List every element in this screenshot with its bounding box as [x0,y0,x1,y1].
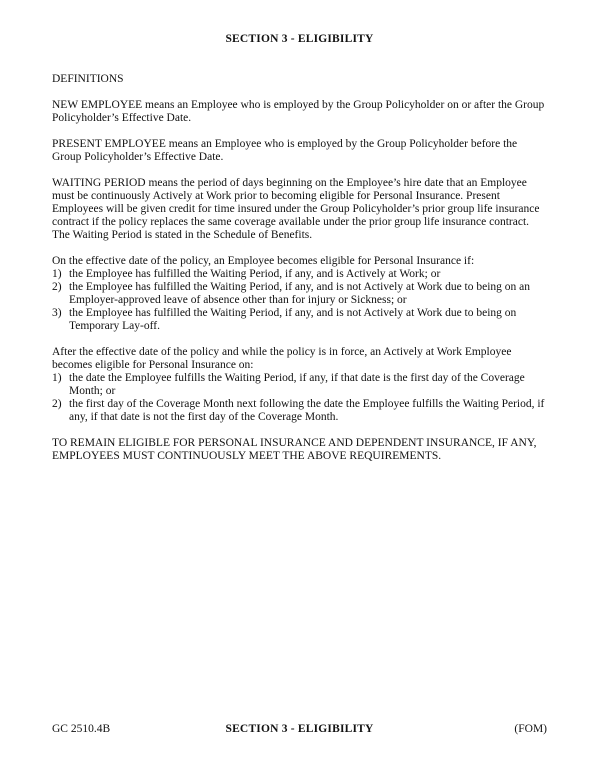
footer-form-number: GC 2510.4B [52,723,111,735]
list-item-text: the first day of the Coverage Month next following the date the Employee fulfills the Waiting Period, if any, if that date is not the first day of the Coverage Month. [69,398,545,423]
definitions-heading: DEFINITIONS [52,73,124,85]
list-item [52,307,547,333]
effective-date-block [52,255,547,333]
after-effective-date-block [52,346,547,424]
paragraph-waiting-period: WAITING PERIOD means the period of days beginning on the Employee’s hire date that an Employee must be continuously Actively at Work prior to becoming eligible for Personal Insurance. Present Employees will be given credit for time insured under the Group Policyholder’s prior group life insurance contract if the policy replaces the same coverage available under the prior group life insurance contract. The Waiting Period is stated in the Schedule of Benefits. [52,177,540,241]
list-item-number: 2) [52,281,62,293]
document-content [52,33,547,476]
page-title: SECTION 3 - ELIGIBILITY [225,33,374,45]
list-item [52,398,547,424]
list-item [52,372,547,398]
effective-date-list [52,268,547,333]
list-item-number: 3) [52,307,62,319]
list-item [52,268,547,281]
after-effective-date-intro: After the effective date of the policy and while the policy is in force, an Actively at Work Employee becomes eligible for Personal Insurance on: [52,346,512,371]
paragraph-present-employee: PRESENT EMPLOYEE means an Employee who is employed by the Group Policyholder before the Group Policyholder’s Effective Date. [52,138,518,163]
list-item-number: 2) [52,398,62,410]
footer-section-title: SECTION 3 - ELIGIBILITY [225,723,374,735]
list-item-text: the Employee has fulfilled the Waiting Period, if any, and is not Actively at Work due to being on an Employer-approved leave of absence other than for injury or Sickness; or [69,281,531,306]
footer-code: (FOM) [514,723,548,735]
effective-date-intro: On the effective date of the policy, an Employee becomes eligible for Personal Insurance if: [52,255,475,267]
list-item-number: 1) [52,372,62,384]
paragraph-new-employee: NEW EMPLOYEE means an Employee who is employed by the Group Policyholder on or after the Group Policyholder’s Effective Date. [52,99,545,124]
page-footer [52,723,547,736]
list-item-number: 1) [52,268,62,280]
after-effective-date-list [52,372,547,424]
list-item-text: the Employee has fulfilled the Waiting Period, if any, and is not Actively at Work due to being on Temporary Lay-off. [69,307,517,332]
list-item-text: the date the Employee fulfills the Waiting Period, if any, if that date is the first day of the Coverage Month; or [69,372,525,397]
list-item-text: the Employee has fulfilled the Waiting Period, if any, and is Actively at Work; or [69,268,441,280]
list-item [52,281,547,307]
paragraph-remain-eligible: TO REMAIN ELIGIBLE FOR PERSONAL INSURANCE AND DEPENDENT INSURANCE, IF ANY, EMPLOYEES MUST CONTINUOUSLY MEET THE ABOVE REQUIREMENTS. [52,437,537,462]
